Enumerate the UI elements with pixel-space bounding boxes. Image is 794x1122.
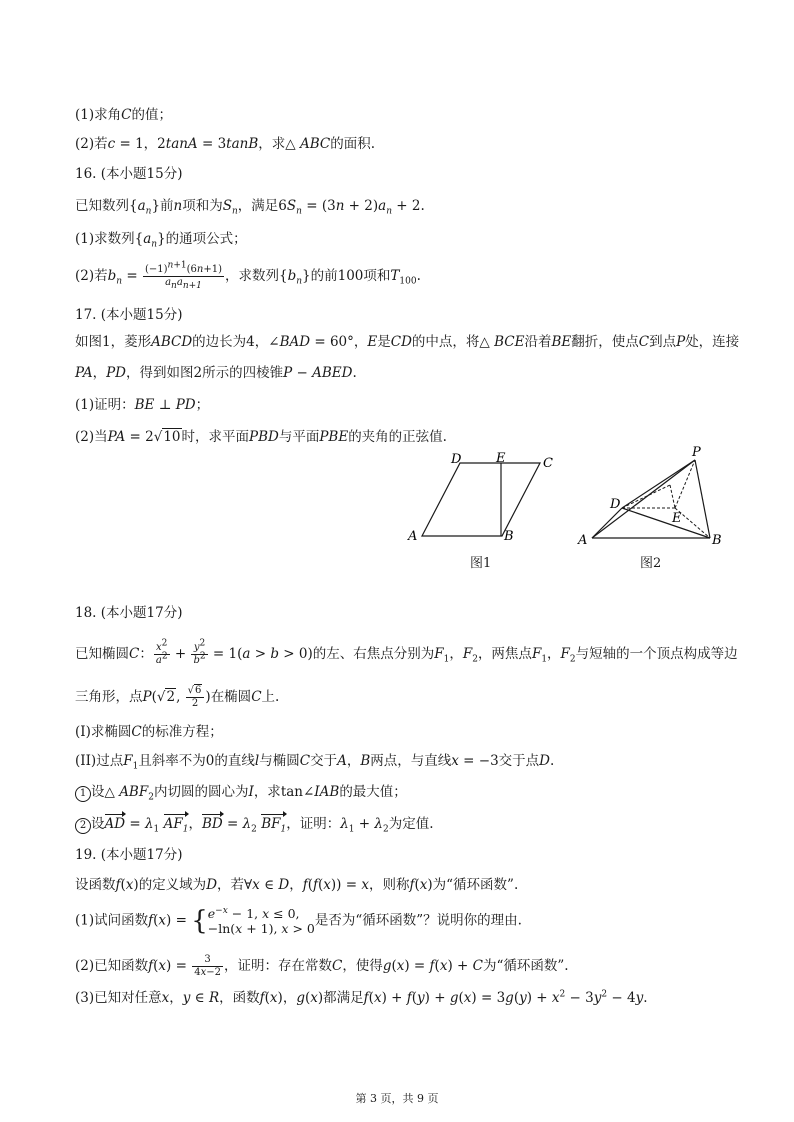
q19-header: 19. (本小题17分) <box>75 847 183 863</box>
label-c: C <box>543 456 553 471</box>
label-d: D <box>451 452 462 467</box>
figure-2-caption: 图2 <box>640 556 662 571</box>
edge-pb <box>695 460 710 538</box>
q19-part2: (2)已知函数f(x) = $\frac{3}{4x-2}$ ，证明：存在常数C，使得g(x) = f(x) + C为“循环函数”. <box>75 954 569 978</box>
q19-part1: (1)试问函数f(x) = { $e^{-x} - 1$, x ≤ 0, −ln(x + 1), x > 0 是否为“循环函数”？说明你的理由. <box>75 905 522 936</box>
label-e: E <box>496 451 506 466</box>
q19-stem: 设函数f(x)的定义域为D，若∀x ∈ D，f(f(x)) = x，则称f(x)为“循环函数”. <box>75 877 519 893</box>
edge-ad <box>592 508 622 538</box>
q18-part1: (I)求椭圆C的标准方程； <box>75 724 223 740</box>
edge-pa <box>592 460 695 538</box>
q18-header: 18. (本小题17分) <box>75 605 183 621</box>
label-p: P <box>692 445 701 460</box>
q16-stem: 已知数列$\{a_n\}$前n项和为$S_n$，满足$6S_n = (3n + 2)a_n + 2$. <box>75 198 425 217</box>
label-b: B <box>712 533 722 548</box>
q16-header: 16. (本小题15分) <box>75 166 183 182</box>
edge-aux <box>622 485 670 508</box>
page-footer: 第 3 页，共 9 页 <box>355 1092 439 1105</box>
label-a: A <box>408 529 418 544</box>
edge-db <box>622 508 710 538</box>
q15-part1: (1)求角C的值； <box>75 107 172 123</box>
edge-height <box>670 485 675 508</box>
q17-header: 17. (本小题15分) <box>75 307 183 323</box>
q18-sub2: 2 设AD = $\lambda_1$ $AF_1$，BD = $\lambda_2$ $BF_1$，证明：$\lambda_1 + \lambda_2$为定值. <box>75 815 434 834</box>
q18-sub1: 1 设△ $ABF_2$内切圆的圆心为I，求tan∠IAB的最大值； <box>75 783 407 802</box>
label-b: B <box>504 529 514 544</box>
q16-part2: (2)若$b_n$ = $\frac{(-1)^{n+1}(6n+1)}{a_na_{n+1}}$ ，求数列$\{b_n\}$的前100项和$T_{100}$. <box>75 260 421 291</box>
label-a: A <box>578 533 588 548</box>
q17-part2: (2)当PA = 2√10时，求平面PBD与平面PBE的夹角的正弦值. <box>75 429 447 445</box>
q17-stem-line2: PA，PD，得到如图2所示的四棱锥P − ABED. <box>75 365 357 381</box>
q17-stem-line1: 如图1，菱形ABCD的边长为4，∠BAD = 60°，E是CD的中点，将△ BCE沿着BE翻折，使点C到点P处，连接 <box>75 334 740 350</box>
q18-part2: (II)过点$F_1$且斜率不为0的直线l与椭圆C交于A，B两点，与直线x = −3交于点D. <box>75 753 555 772</box>
q18-stem-line2: 三角形，点P(√2, $\frac{√6}{2}$ )在椭圆C上. <box>75 685 280 709</box>
q18-stem-line1: 已知椭圆C： $\frac{x^2}{a^2}$ + $\frac{y^2}{b^2}$ = 1(a > b > 0)的左、右焦点分别为$F_1$，$F_2$，两焦点$F_1$，$F_2$与短轴的一个顶点构成等边 <box>75 638 738 666</box>
q15-part2: (2)若c = 1，2tanA = 3tanB，求△ ABC的面积. <box>75 136 375 152</box>
q16-part1: (1)求数列$\{a_n\}$的通项公式； <box>75 231 247 250</box>
figure-2-pyramid <box>570 440 730 568</box>
rhombus-abcd <box>422 463 540 536</box>
q19-part3: (3)已知对任意x，y ∈ R，函数f(x)，g(x)都满足$f(x) + f(y) + g(x) = 3g(y) + x^2 - 3y^2 - 4y$. <box>75 989 648 1006</box>
edge-pd <box>622 460 695 508</box>
label-e: E <box>672 511 682 526</box>
q17-part1: (1)证明：BE ⊥ PD； <box>75 397 210 413</box>
figure-1-caption: 图1 <box>470 556 492 571</box>
label-d: D <box>610 497 621 512</box>
